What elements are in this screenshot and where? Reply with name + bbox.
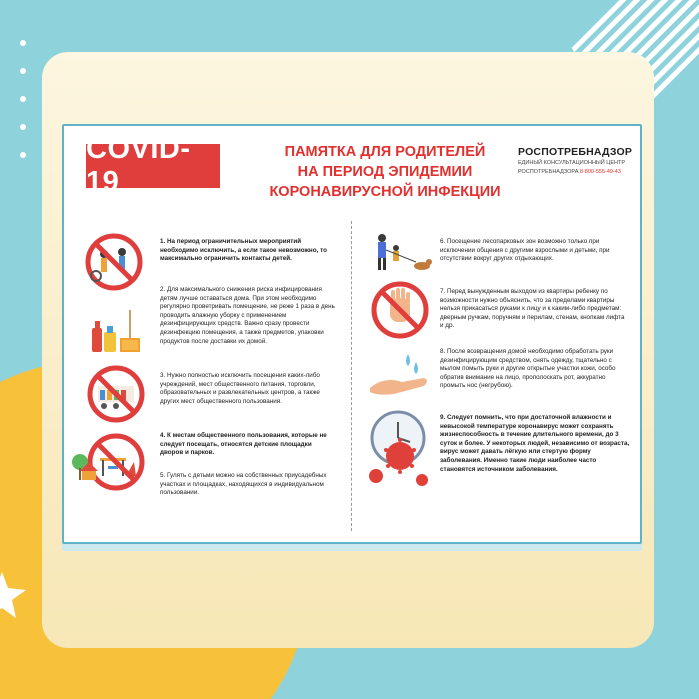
tip-4: 4. К местам общественного пользования, которые не следует посещать, относятся детские площадки дворов и парков.: [160, 432, 327, 457]
sheet-shadow: [62, 543, 642, 551]
star-icon: [0, 570, 30, 625]
organization-name: РОСПОТРЕБНАДЗОР: [518, 146, 633, 158]
tip-7: 7. Перед вынужденным выходом из квартиры ребенку по возможности нужно объяснить, что за пределами квартиры нельзя прикасаться руками к лицу и к каким-либо предметам: дверным ручкам, поручням и перилам, стенам, кнопкам лифта и др.: [440, 288, 625, 330]
phone-number: 8-800-555-49-43: [579, 169, 621, 175]
no-children-playing-icon: [84, 232, 148, 297]
cleaning-supplies-icon: [86, 306, 150, 363]
column-divider: [351, 221, 352, 531]
poster-title: ПАМЯТКА ДЛЯ РОДИТЕЛЕЙ НА ПЕРИОД ЭПИДЕМИИ КОРОНАВИРУСНОЙ ИНФЕКЦИИ: [269, 144, 501, 200]
organization-block: [518, 146, 638, 176]
covid-badge: COVID-19: [86, 144, 220, 188]
poster-sheet: [62, 124, 642, 544]
tip-3: 3. Нужно полностью исключить посещения каких-либо учреждений, мест общественного питания, торговли, образовательных и развлекательных центров, а также других мест общественного пользования.: [160, 372, 320, 405]
organization-phone-line: РОСПОТРЕБНАДЗОРА 8-800-555-49-43: [518, 169, 621, 175]
no-touch-hand-icon: [370, 280, 434, 345]
virus-clock-icon: [364, 410, 440, 505]
organization-line: ЕДИНЫЙ КОНСУЛЬТАЦИОННЫЙ ЦЕНТР: [518, 160, 626, 166]
house-icon: [70, 444, 100, 489]
tip-5: 5. Гулять с детьми можно на собственных приусадебных участках и площадках, находящихся в индивидуальном пользовании.: [160, 472, 327, 497]
hand-sanitizer-icon: [364, 348, 434, 403]
no-shopping-icon: [86, 364, 150, 429]
tip-9: 9. Следует помнить, что при достаточной влажности и невысокой температуре коронавирус может сохранять жизнеспособность в течение длительного времени, до 3 суток и более. У некоторых людей, независимо от возраста, вирус может давать лёгкую или стертую форму заболевания. Именно такие люди наиболее часто становятся источником заболевания.: [440, 414, 630, 473]
dots-decoration: [20, 40, 26, 180]
tip-6: 6. Посещение лесопарковых зон возможно только при исключении общения с другими взрослыми и детьми, при отсутствии вокруг других отдыхающих.: [440, 238, 610, 263]
tip-8: 8. После возвращения домой необходимо обработать руки дезинфицирующим средством, снять одежду, тщательно с мылом помыть руки и другие открытые участки кожи, особо обратив внимание на лицо, прополоскать рот, аккуратно промыть нос (негрубою).: [440, 348, 616, 390]
tip-2: 2. Для максимального снижения риска инфицирования детям лучше оставаться дома. При этом необходимо регулярно проветривать помещение, не реже 1 раза в день проводить влажную уборку с применением дезинфицирующих средств. Важно сразу провести дезинфекцию помещения, а также предметов, упаковки продуктов после доставки их домой.: [160, 286, 335, 345]
family-walking-dog-icon: [370, 232, 436, 281]
tip-1: 1. На период ограничительных мероприятий необходимо исключить, а если такое невозможно, то максимально ограничить контакты детей.: [160, 238, 327, 263]
